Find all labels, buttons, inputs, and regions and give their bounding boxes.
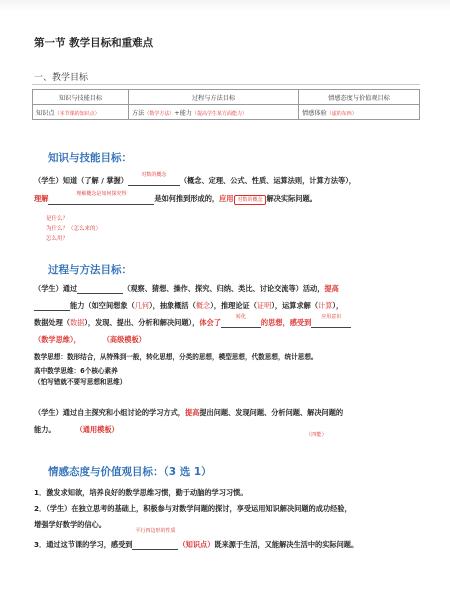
knowledge-line-2 [34, 191, 418, 205]
process-l3-a: 数据处理（ [34, 318, 70, 327]
keyword-improve-2: 提高 [184, 408, 200, 417]
fill-blank [221, 314, 261, 328]
process-l3-b: ），发现、提出、分析和解决问题）， [84, 318, 200, 327]
handwritten-geometry: 几何 [134, 301, 150, 310]
section-subtitle: 一、教学目标 [34, 73, 89, 83]
note-what: 是什么？ [46, 216, 69, 222]
general-template-label: （通用模板） [75, 425, 119, 434]
knowledge-heading: 知识与技能目标： [48, 152, 132, 164]
emotion-item-2-cont: 增强学好数学的信心。 [34, 520, 106, 529]
handwritten-transform: 转化 [235, 314, 246, 320]
process-heading: 过程与方法目标： [48, 264, 132, 276]
knowledge-line-1 [34, 172, 418, 186]
fill-blank [48, 191, 154, 205]
process-l2-d: ），运算求解（ [271, 301, 319, 310]
handwritten-note: 对数的概念 [141, 172, 167, 178]
knowledge-l1-text: （学生）知道（了解 / 掌握） [34, 176, 128, 185]
handwritten-parallelogram: 平行四边形的性质 [135, 528, 176, 534]
handwritten-note: 理解概念是如何探究得 [76, 191, 127, 197]
cell-process-main1: 方法 [132, 109, 145, 117]
handwritten-concept: 概念 [195, 301, 211, 310]
keyword-understand: 理解 [34, 194, 49, 203]
cell-knowledge-main: 知识点 [36, 109, 55, 117]
process-line-9 [34, 425, 418, 435]
keyword-thought: 的思想， [260, 318, 290, 327]
cell-process-note1: （数学方法） [144, 110, 175, 117]
cell-emotion [299, 105, 420, 120]
emotion-item-3 [34, 528, 418, 550]
handwritten-application: 应用意识 [321, 314, 342, 320]
handwritten-boxed-note: 对数的概念 [234, 195, 265, 205]
header-emotion: 情感态度与价值观目标 [299, 90, 420, 105]
emotion-item-1: 1．激发求知欲，培养良好的数学思维习惯，勤于动脑的学习习惯。 [34, 488, 248, 497]
keyword-feel: 感受到 [289, 318, 312, 327]
keyword-improve: 提高 [324, 284, 339, 293]
cell-process-note2: （提高学生某方面能力） [191, 110, 247, 117]
keyword-experience: 体会了 [199, 318, 221, 327]
handwritten-four-abilities: （四能） [306, 432, 327, 438]
handwritten-proof: 证明 [256, 301, 272, 310]
divider [32, 84, 420, 85]
process-l1-mid: （观察、猜想、操作、探究、归纳、类比、讨论交流等）活动， [123, 284, 325, 293]
emotion-heading: 情感态度与价值观目标：（3 选 1） [48, 466, 212, 478]
goals-table [32, 89, 420, 120]
knowledge-point-label: （知识点） [178, 540, 215, 549]
fill-blank [311, 314, 351, 328]
process-l2-b: ），抽象概括（ [149, 301, 196, 310]
cell-emotion-note: （虚的东西） [326, 110, 357, 117]
emotion-i3-a: 3．通过这节课的学习，感受到 [34, 540, 133, 549]
handwritten-calc: 计算 [318, 301, 333, 310]
note-why: 为什么？（怎么来的） [46, 226, 102, 232]
process-core-literacy: 高中数学思维：6个核心素养 [34, 367, 118, 375]
process-l8-c: 提出问题、发现问题、分析问题、解决问题的 [199, 408, 344, 417]
handwritten-data: 数据 [69, 318, 85, 327]
process-l9-a: 能力。 [34, 425, 56, 434]
cell-knowledge [33, 105, 129, 120]
emotion-item-2: 2．（学生）在独立思考的基础上，积极参与对数学问题的探讨，享受运用知识解决问题的成功经验， [34, 504, 352, 513]
process-line-2 [34, 301, 418, 311]
table-header-row [33, 90, 420, 105]
table-row [33, 105, 420, 120]
fill-blank [34, 302, 70, 311]
section-title: 第一节 教学目标和重难点 [34, 37, 154, 49]
process-line-4 [34, 335, 418, 345]
knowledge-l2-end: 解决实际问题。 [266, 194, 317, 203]
note-how: 怎么用？ [46, 236, 69, 242]
cell-process-main2: +能力 [174, 109, 192, 117]
knowledge-l2-text: 是如何推到形成的， [154, 194, 220, 203]
cell-knowledge-note: （本节课的知识点） [54, 110, 100, 117]
process-line-3 [34, 314, 418, 328]
fill-blank [77, 285, 123, 294]
process-line-1 [34, 284, 418, 294]
process-warning: （怕写错就不要写思想和思维） [34, 378, 127, 386]
process-l2-a: 能力（如空间想象（ [70, 301, 135, 310]
knowledge-l1-rest: （概念、定理、公式、性质、运算法则，计算方法等）， [179, 176, 356, 185]
advanced-template-label: （高级模板） [102, 335, 146, 344]
fill-blank [132, 528, 178, 550]
cell-emotion-main: 情感体验 [302, 109, 327, 117]
fill-blank [128, 172, 180, 186]
keyword-thinking: （数学思维）， [34, 335, 81, 344]
process-l2-e: ）， [332, 301, 344, 310]
emotion-i3-c: 既来源于生活，又能解决生活中的实际问题。 [214, 540, 359, 549]
process-line-8 [34, 408, 418, 418]
process-l2-c: ），推理论证（ [210, 301, 257, 310]
header-knowledge: 知识与技能目标 [33, 90, 129, 105]
process-l1-text: （学生）通过 [34, 284, 78, 293]
keyword-apply: 应用 [219, 194, 234, 203]
cell-process [129, 105, 299, 120]
header-process: 过程与方法目标 [129, 90, 299, 105]
knowledge-notes [46, 214, 101, 244]
process-l8-a: （学生）通过自主探究和小组讨论的学习方式， [34, 408, 185, 417]
process-math-ideas: 数学思想：数形结合，从特殊到一般，转化思想，分类的思想，模型思想，代数思想，统计思想。 [34, 353, 318, 361]
page-top-shadow [0, 0, 450, 12]
